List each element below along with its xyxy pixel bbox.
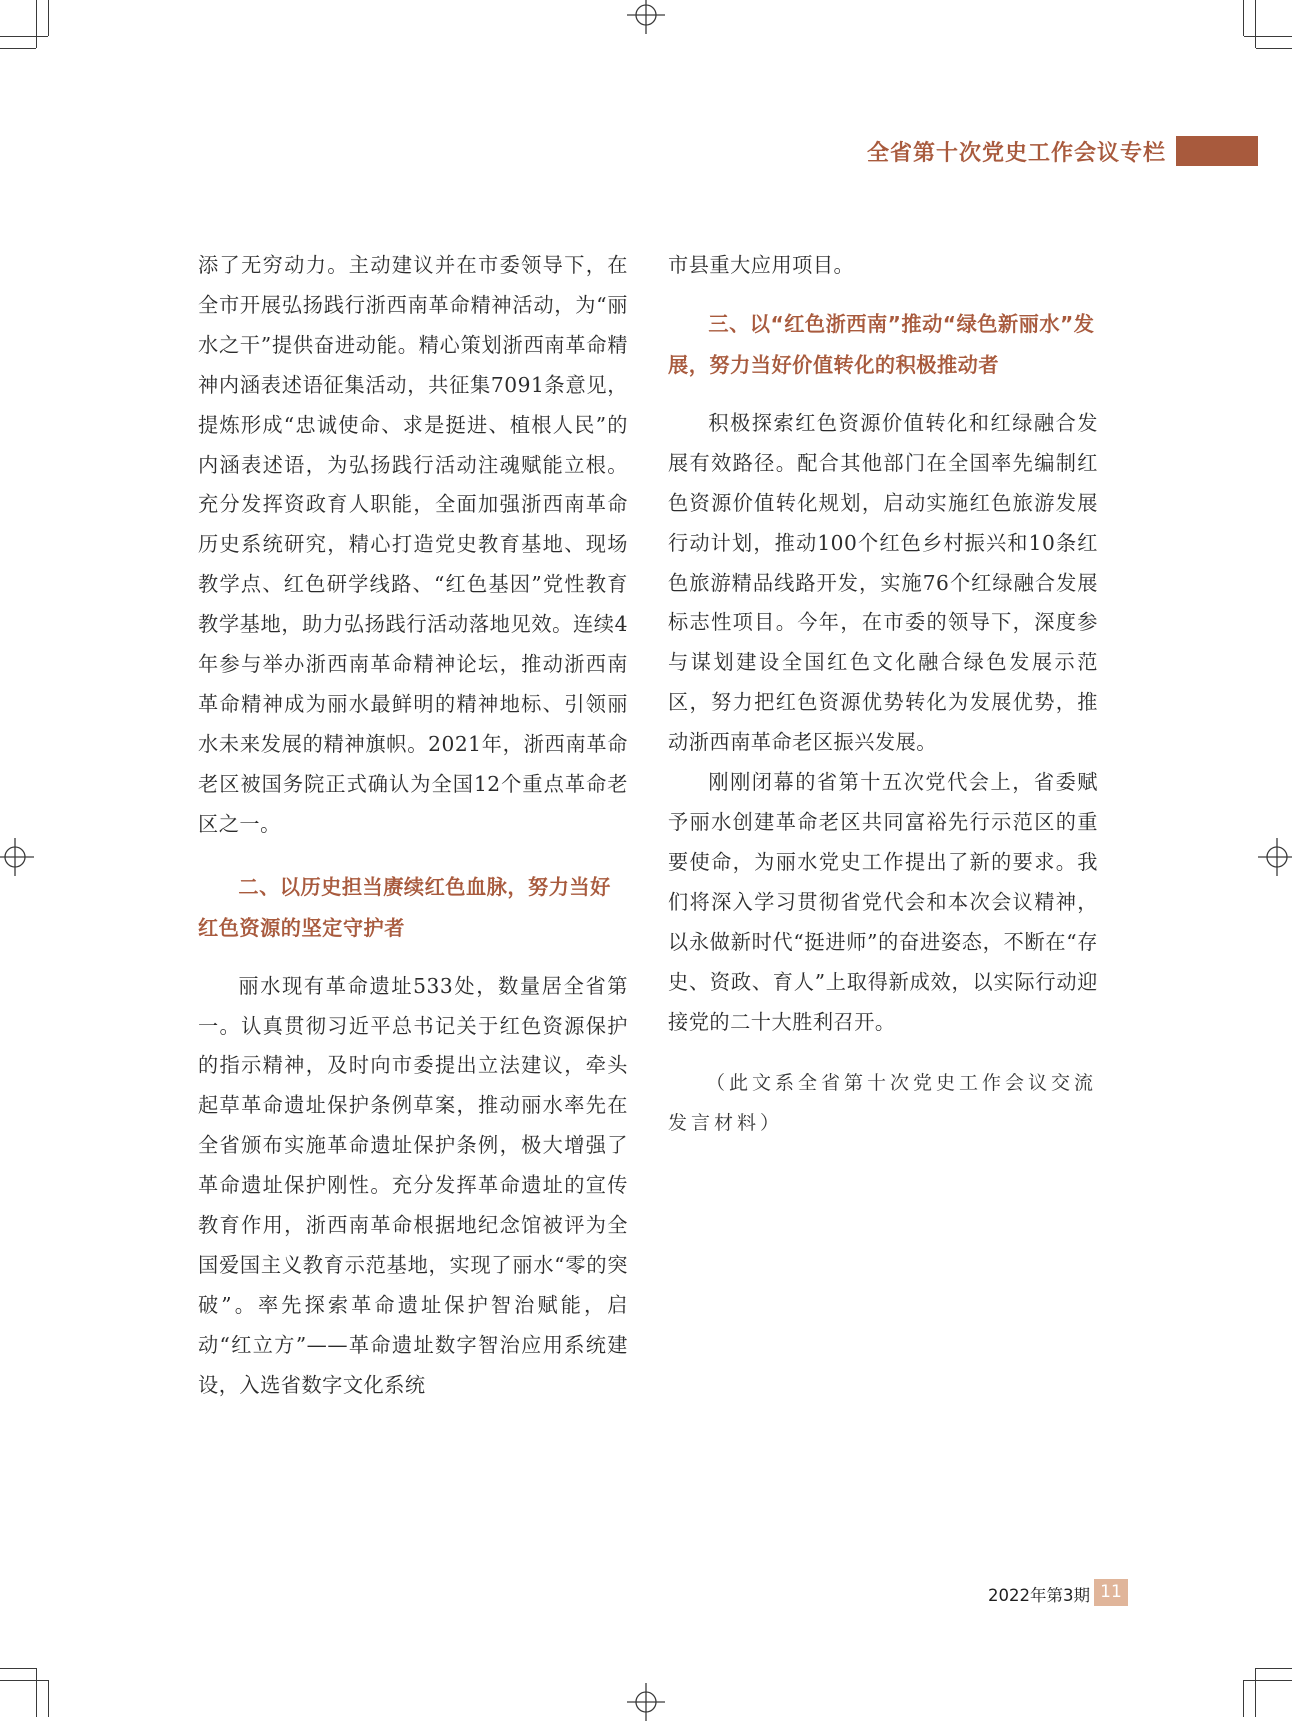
crop-mark bbox=[1256, 1668, 1292, 1669]
issue-label: 2022年第3期 bbox=[988, 1586, 1090, 1605]
crop-mark bbox=[48, 1680, 49, 1717]
source-note: （此文系全省第十次党史工作会议交流发言材料） bbox=[668, 1072, 1098, 1135]
crop-mark bbox=[0, 1668, 36, 1669]
page-number: 11 bbox=[1094, 1579, 1128, 1606]
body-paragraph: 积极探索红色资源价值转化和红绿融合发展有效路径。配合其他部门在全国率先编制红色资源价值转化规划，启动实施红色旅游发展行动计划，推动100个红色乡村振兴和10条红色旅游精品线路开发，实施76个红绿融合发展标志性项目。今年，在市委的领导下，深度参与谋划建设全国红色文化融合绿色发展示范区，努力把红色资源优势转化为发展优势，推动浙西南革命老区振兴发展。 bbox=[668, 410, 1098, 755]
right-column bbox=[668, 246, 1098, 1144]
crop-mark bbox=[1243, 0, 1244, 36]
crop-mark bbox=[48, 0, 49, 36]
crop-mark bbox=[0, 48, 36, 49]
crop-mark bbox=[1255, 0, 1256, 48]
registration-mark-top bbox=[627, 0, 665, 34]
crop-mark bbox=[1244, 36, 1292, 37]
section-heading: 三、以“红色浙西南”推动“绿色新丽水”发展，努力当好价值转化的积极推动者 bbox=[668, 311, 1095, 377]
crop-mark bbox=[36, 1668, 37, 1717]
left-column bbox=[198, 246, 628, 1406]
column-title: 全省第十次党史工作会议专栏 bbox=[866, 140, 1166, 166]
registration-mark-left bbox=[0, 838, 34, 876]
crop-mark bbox=[36, 0, 37, 48]
body-paragraph: 刚刚闭幕的省第十五次党代会上，省委赋予丽水创建革命老区共同富裕先行示范区的重要使命，为丽水党史工作提出了新的要求。我们将深入学习贯彻省党代会和本次会议精神，以永做新时代“挺进师”的奋进姿态，不断在“存史、资政、育人”上取得新成效，以实际行动迎接党的二十大胜利召开。 bbox=[668, 770, 1098, 1034]
section-heading: 二、以历史担当赓续红色血脉，努力当好红色资源的坚定守护者 bbox=[198, 874, 611, 940]
registration-mark-right bbox=[1258, 838, 1292, 876]
crop-mark bbox=[0, 1680, 48, 1681]
crop-mark bbox=[1255, 1668, 1256, 1717]
body-paragraph: 添了无穷动力。主动建议并在市委领导下，在全市开展弘扬践行浙西南革命精神活动，为“丽水之干”提供奋进动能。精心策划浙西南革命精神内涵表述语征集活动，共征集7091条意见，提炼形成“忠诚使命、求是挺进、植根人民”的内涵表述语，为弘扬践行活动注魂赋能立根。充分发挥资政育人职能，全面加强浙西南革命历史系统研究，精心打造党史教育基地、现场教学点、红色研学线路、“红色基因”党性教育教学基地，助力弘扬践行活动落地见效。连续4年参与举办浙西南革命精神论坛，推动浙西南革命精神成为丽水最鲜明的精神地标、引领丽水未来发展的精神旗帜。2021年，浙西南革命老区被国务院正式确认为全国12个重点革命老区之一。 bbox=[198, 253, 628, 836]
crop-mark bbox=[1256, 48, 1292, 49]
crop-mark bbox=[1243, 1680, 1244, 1717]
body-paragraph: 市县重大应用项目。 bbox=[668, 253, 855, 277]
column-header bbox=[867, 135, 1258, 167]
page-footer bbox=[988, 1578, 1128, 1606]
crop-mark bbox=[0, 36, 48, 37]
header-color-bar bbox=[1176, 136, 1258, 166]
registration-mark-bottom bbox=[627, 1683, 665, 1721]
crop-mark bbox=[1244, 1680, 1292, 1681]
body-paragraph: 丽水现有革命遗址533处，数量居全省第一。认真贯彻习近平总书记关于红色资源保护的指示精神，及时向市委提出立法建议，牵头起草革命遗址保护条例草案，推动丽水率先在全省颁布实施革命遗址保护条例，极大增强了革命遗址保护刚性。充分发挥革命遗址的宣传教育作用，浙西南革命根据地纪念馆被评为全国爱国主义教育示范基地，实现了丽水“零的突破”。率先探索革命遗址保护智治赋能，启动“红立方”——革命遗址数字智治应用系统建设，入选省数字文化系统 bbox=[198, 973, 628, 1397]
